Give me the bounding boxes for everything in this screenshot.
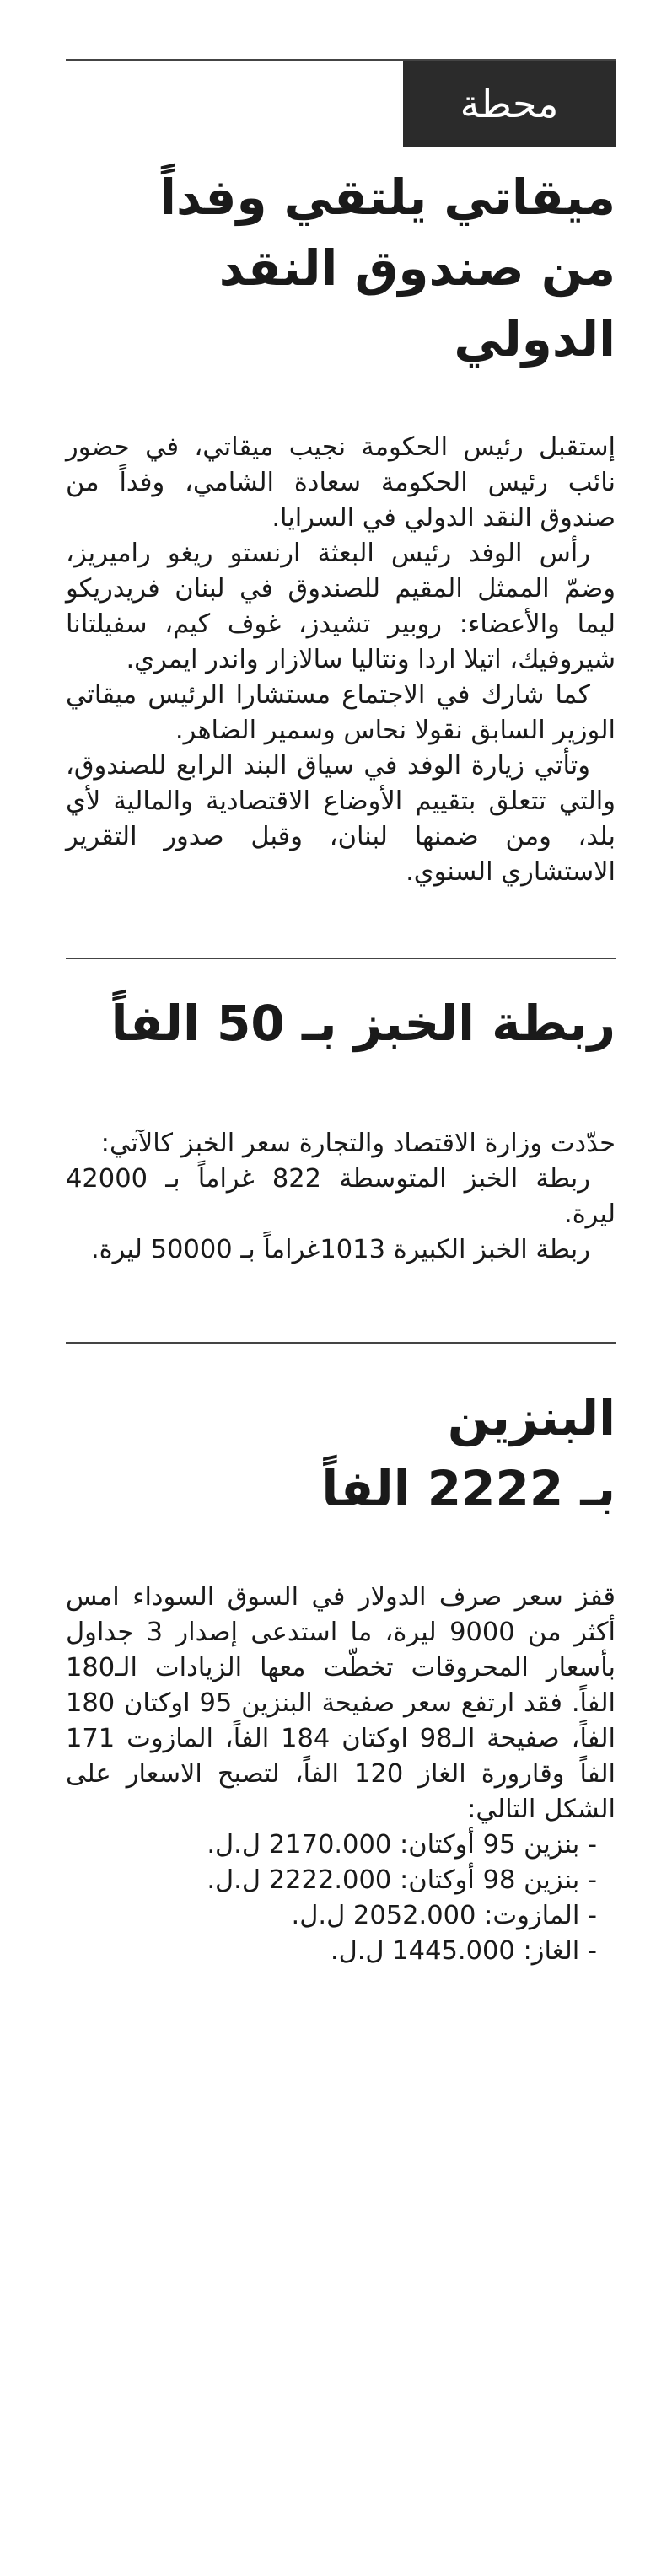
article-3-body: [66, 1580, 616, 1969]
section-divider: [66, 1342, 616, 1344]
article-1-headline: [66, 162, 616, 374]
paragraph: كما شارك في الاجتماع مستشارا الرئيس ميقاتي الوزير السابق نقولا نحاس وسمير الضاهر.: [66, 680, 616, 745]
section-tag: محطة: [403, 61, 616, 147]
price-item: - بنزين 95 أوكتان: 2170.000 ل.ل.: [207, 1830, 597, 1860]
article-3-headline: [66, 1382, 616, 1524]
paragraph: ربطة الخبز الكبيرة 1013غراماً بـ 50000 ليرة.: [90, 1235, 590, 1264]
paragraph: ربطة الخبز المتوسطة 822 غراماً بـ 42000 ليرة.: [66, 1164, 616, 1229]
newspaper-column: [66, 59, 616, 1969]
price-item: - المازوت: 2052.000 ل.ل.: [291, 1901, 597, 1930]
article-1-body: [66, 430, 616, 890]
paragraph: قفز سعر صرف الدولار في السوق السوداء امس أكثر من 9000 ليرة، ما استدعى إصدار 3 جداول بأسعار المحروقات تخطّت معها الزيادات الـ180 الفاً. فقد ارتفع سعر صفيحة البنزين 95 اوكتان 180 الفاً، صفيحة الـ98 اوكتان 184 الفاً، المازوت 171 الفاً وقارورة الغاز 120 الفاً، لتصبح الاسعار على الشكل التالي:: [66, 1582, 616, 1824]
section-divider: [66, 958, 616, 959]
article-bread-price: [66, 988, 616, 1268]
section-header: [66, 61, 616, 147]
headline-line: البنزين: [447, 1389, 616, 1446]
paragraph: إستقبل رئيس الحكومة نجيب ميقاتي، في حضور نائب رئيس الحكومة سعادة الشامي، وفداً من صندوق النقد الدولي في السرايا.: [66, 432, 616, 533]
headline-line: من صندوق النقد: [218, 239, 616, 297]
article-2-headline: ربطة الخبز بـ 50 الفاً: [110, 995, 616, 1052]
fuel-price-list: [66, 1827, 616, 1969]
price-item: - الغاز: 1445.000 ل.ل.: [330, 1936, 597, 1966]
paragraph: رأس الوفد رئيس البعثة ارنستو ريغو راميريز، وضمّ الممثل المقيم للصندوق في لبنان فريدريكو ليما والأعضاء: روبير تشيدز، غوف كيم، سفيلتانا شيروفيك، اتيلا اردا ونتاليا سالازار واندر ايمري.: [66, 539, 616, 674]
headline-line: ميقاتي يلتقي وفداً: [159, 169, 616, 226]
article-fuel-prices: [66, 1382, 616, 1969]
headline-line: الدولي: [454, 310, 616, 368]
price-item: - بنزين 98 أوكتان: 2222.000 ل.ل.: [207, 1865, 597, 1895]
article-miqati-imf: [66, 162, 616, 890]
headline-line: بـ 2222 الفاً: [321, 1460, 616, 1517]
paragraph: حدّدت وزارة الاقتصاد والتجارة سعر الخبز كالآتي:: [100, 1129, 616, 1158]
article-2-body: [66, 1126, 616, 1268]
paragraph: وتأتي زيارة الوفد في سياق البند الرابع للصندوق، والتي تتعلق بتقييم الأوضاع الاقتصادية والمالية لأي بلد، ومن ضمنها لبنان، وقبل صدور التقرير الاستشاري السنوي.: [66, 751, 616, 887]
